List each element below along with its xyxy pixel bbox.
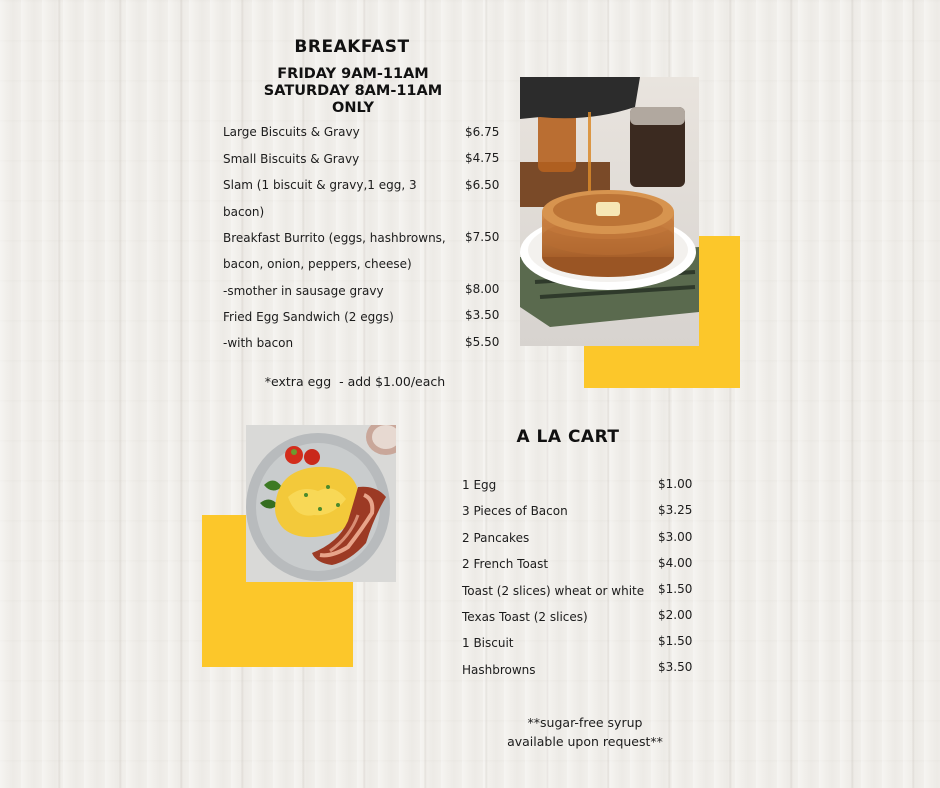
breakfast-item-price: $4.75 [465,151,500,165]
breakfast-item-price: $7.50 [465,230,500,244]
breakfast-hours-saturday: SATURDAY 8AM-11AM [263,83,443,99]
breakfast-hours-only: ONLY [332,100,374,116]
breakfast-item-name: Fried Egg Sandwich (2 eggs) [223,310,394,324]
syrup-note-line1: **sugar-free syrup [527,715,643,730]
syrup-note-line2: available upon request** [507,734,663,749]
extra-egg-note: *extra egg - add $1.00/each [264,374,446,389]
breakfast-item-price: $3.50 [465,308,500,322]
a-la-cart-item-name: Toast (2 slices) wheat or white [462,584,645,598]
breakfast-item-name: -with bacon [223,336,294,350]
a-la-cart-item-name: Hashbrowns [462,663,536,677]
breakfast-item-price: $6.75 [465,125,500,139]
breakfast-item-price: $6.50 [465,178,500,192]
breakfast-item-name: Slam (1 biscuit & gravy,1 egg, 3 [223,178,417,192]
a-la-cart-item-name: 2 Pancakes [462,531,530,545]
a-la-cart-item-name: 1 Egg [462,478,497,492]
breakfast-item-price: $8.00 [465,282,500,296]
a-la-cart-item-price: $1.50 [658,582,693,596]
breakfast-item-name: -smother in sausage gravy [223,284,384,298]
a-la-cart-item-price: $2.00 [658,608,693,622]
a-la-cart-item-price: $1.50 [658,634,693,648]
a-la-cart-item-price: $3.00 [658,530,693,544]
a-la-cart-item-name: Texas Toast (2 slices) [462,610,588,624]
a-la-cart-item-name: 1 Biscuit [462,636,514,650]
breakfast-item-price: $5.50 [465,335,500,349]
a-la-cart-title: A LA CART [516,427,620,447]
a-la-cart-item-price: $3.25 [658,503,693,517]
breakfast-hours-friday: FRIDAY 9AM-11AM [277,66,429,82]
breakfast-item-name: Large Biscuits & Gravy [223,125,360,139]
breakfast-item-name-cont: bacon, onion, peppers, cheese) [223,257,412,271]
breakfast-item-name: Small Biscuits & Gravy [223,152,360,166]
a-la-cart-item-name: 3 Pieces of Bacon [462,504,568,518]
breakfast-item-name-cont: bacon) [223,205,265,219]
breakfast-item-name: Breakfast Burrito (eggs, hashbrowns, [223,231,446,245]
eggs-bacon-photo [246,425,396,582]
breakfast-title: BREAKFAST [294,37,410,57]
a-la-cart-item-price: $4.00 [658,556,693,570]
pancakes-photo [520,77,699,346]
a-la-cart-item-price: $1.00 [658,477,693,491]
a-la-cart-item-name: 2 French Toast [462,557,549,571]
a-la-cart-item-price: $3.50 [658,660,693,674]
